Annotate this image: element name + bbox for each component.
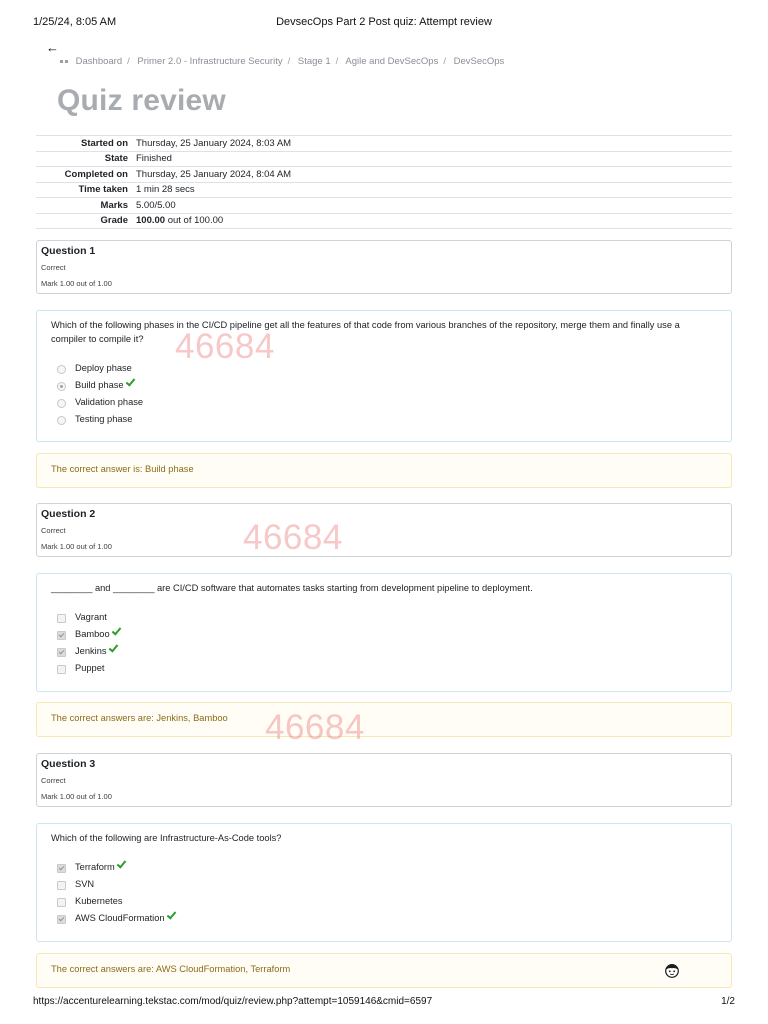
breadcrumb-item-module[interactable]: DevSecOps — [453, 56, 505, 67]
breadcrumb — [60, 56, 504, 67]
breadcrumb-item-stage[interactable]: Stage 1 — [297, 56, 331, 67]
answer-label: Build phase — [75, 380, 124, 390]
summary-row — [36, 136, 732, 152]
page-url: https://accenturelearning.tekstac.com/mod/quiz/review.php?attempt=1059146&cmid=6597 — [33, 996, 433, 1007]
feedback-box-3 — [36, 953, 732, 988]
summary-value: Thursday, 25 January 2024, 8:04 AM — [136, 168, 292, 180]
summary-label: Marks — [100, 199, 128, 211]
print-footer — [33, 996, 735, 1010]
checkbox[interactable] — [57, 881, 66, 890]
question-mark: Mark 1.00 out of 1.00 — [41, 542, 112, 551]
answer-label: AWS CloudFormation — [75, 913, 165, 923]
feedback-box-2 — [36, 702, 732, 737]
summary-row — [36, 182, 732, 198]
home-icon[interactable] — [60, 58, 69, 63]
question-info-3 — [36, 753, 732, 807]
grade-value: 100.00 — [136, 215, 166, 227]
answer-label: Bamboo — [75, 629, 110, 639]
question-info-2 — [36, 503, 732, 557]
summary-label: Time taken — [78, 184, 128, 196]
answer-list — [55, 609, 119, 677]
summary-label: Completed on — [64, 168, 128, 180]
watermark: 46684 — [243, 518, 343, 557]
breadcrumb-item-section[interactable]: Agile and DevSecOps — [345, 56, 439, 67]
answer-option[interactable] — [55, 660, 119, 677]
correct-answer-feedback: The correct answer is: Build phase — [51, 464, 194, 474]
correct-answer-feedback: The correct answers are: AWS CloudFormation, Terraform — [51, 964, 291, 974]
question-title: Question 2 — [41, 508, 96, 520]
radio-button[interactable] — [57, 399, 66, 408]
summary-value — [136, 213, 732, 229]
summary-value: 1 min 28 secs — [136, 184, 195, 196]
question-title: Question 1 — [41, 245, 96, 257]
answer-label: Vagrant — [75, 612, 107, 622]
page-number: 1/2 — [721, 996, 735, 1007]
breadcrumb-item-course[interactable]: Primer 2.0 - Infrastructure Security — [137, 56, 283, 67]
checkbox-checked[interactable] — [57, 864, 66, 873]
checkbox-checked[interactable] — [57, 648, 66, 657]
check-icon — [166, 909, 176, 919]
summary-label: Started on — [81, 137, 128, 149]
radio-button[interactable] — [57, 365, 66, 374]
summary-value: Thursday, 25 January 2024, 8:03 AM — [136, 137, 292, 149]
question-content-3 — [36, 823, 732, 942]
answer-option[interactable] — [55, 859, 174, 876]
question-text: Which of the following phases in the CI/CD pipeline get all the features of that code from various branches of the repository, merge them and finally use a compiler to compile it? — [51, 320, 680, 344]
summary-value: Finished — [136, 153, 172, 165]
answer-option[interactable] — [55, 626, 119, 643]
checkbox[interactable] — [57, 614, 66, 623]
watermark: 46684 — [265, 708, 365, 747]
answer-option[interactable] — [55, 876, 174, 893]
summary-label: State — [104, 153, 128, 165]
answer-option[interactable] — [55, 394, 143, 411]
answer-option[interactable] — [55, 377, 143, 394]
answer-label: Terraform — [75, 862, 115, 872]
question-mark: Mark 1.00 out of 1.00 — [41, 279, 112, 288]
checkbox-checked[interactable] — [57, 631, 66, 640]
question-content-2 — [36, 573, 732, 692]
breadcrumb-item-dashboard[interactable]: Dashboard — [75, 56, 123, 67]
question-content-1 — [36, 310, 732, 442]
answer-label: Jenkins — [75, 646, 107, 656]
summary-row — [36, 151, 732, 167]
summary-row — [36, 167, 732, 183]
answer-option[interactable] — [55, 411, 143, 428]
watermark: 46684 — [175, 327, 275, 366]
answer-label: Kubernetes — [75, 896, 123, 906]
answer-label: Testing phase — [75, 414, 133, 424]
answer-label: Puppet — [75, 663, 105, 673]
answer-option[interactable] — [55, 893, 174, 910]
arrow-left-icon[interactable]: ← — [46, 40, 59, 55]
answer-option[interactable] — [55, 643, 119, 660]
summary-label: Grade — [100, 215, 128, 227]
check-icon — [116, 858, 126, 868]
summary-row — [36, 213, 732, 229]
question-info-1 — [36, 240, 732, 294]
print-document-title: DevsecOps Part 2 Post quiz: Attempt review — [276, 16, 492, 28]
checkbox[interactable] — [57, 665, 66, 674]
radio-button-selected[interactable] — [57, 382, 66, 391]
check-icon — [108, 642, 118, 652]
question-state: Correct — [41, 263, 66, 272]
print-datetime: 1/25/24, 8:05 AM — [33, 16, 117, 28]
answer-option[interactable] — [55, 360, 143, 377]
checkbox[interactable] — [57, 898, 66, 907]
breadcrumb-separator: / — [127, 56, 130, 67]
avatar-icon[interactable] — [663, 962, 681, 978]
checkbox-checked[interactable] — [57, 915, 66, 924]
attempt-summary-table — [36, 135, 732, 229]
question-text: ________ and ________ are CI/CD software that automates tasks starting from development pipeline to deployment. — [51, 583, 533, 593]
breadcrumb-separator: / — [443, 56, 446, 67]
radio-button[interactable] — [57, 416, 66, 425]
answer-label: Deploy phase — [75, 363, 132, 373]
summary-value: 5.00/5.00 — [136, 199, 176, 211]
answer-option[interactable] — [55, 910, 174, 927]
answer-label: Validation phase — [75, 397, 144, 407]
question-mark: Mark 1.00 out of 1.00 — [41, 792, 112, 801]
question-state: Correct — [41, 776, 66, 785]
print-header — [33, 16, 735, 30]
question-state: Correct — [41, 526, 66, 535]
breadcrumb-separator: / — [335, 56, 339, 67]
page-title: Quiz review — [57, 84, 226, 117]
question-title: Question 3 — [41, 758, 96, 770]
answer-option[interactable] — [55, 609, 119, 626]
answer-list — [55, 859, 174, 927]
grade-out-of: out of 100.00 — [165, 215, 224, 227]
answer-label: SVN — [75, 879, 95, 889]
check-icon — [125, 376, 135, 386]
check-icon — [111, 625, 121, 635]
summary-row — [36, 198, 732, 214]
answer-list — [55, 360, 143, 428]
breadcrumb-separator: / — [287, 56, 291, 67]
correct-answer-feedback: The correct answers are: Jenkins, Bamboo — [51, 713, 228, 723]
feedback-box-1 — [36, 453, 732, 488]
question-text: Which of the following are Infrastructure-As-Code tools? — [51, 833, 282, 843]
